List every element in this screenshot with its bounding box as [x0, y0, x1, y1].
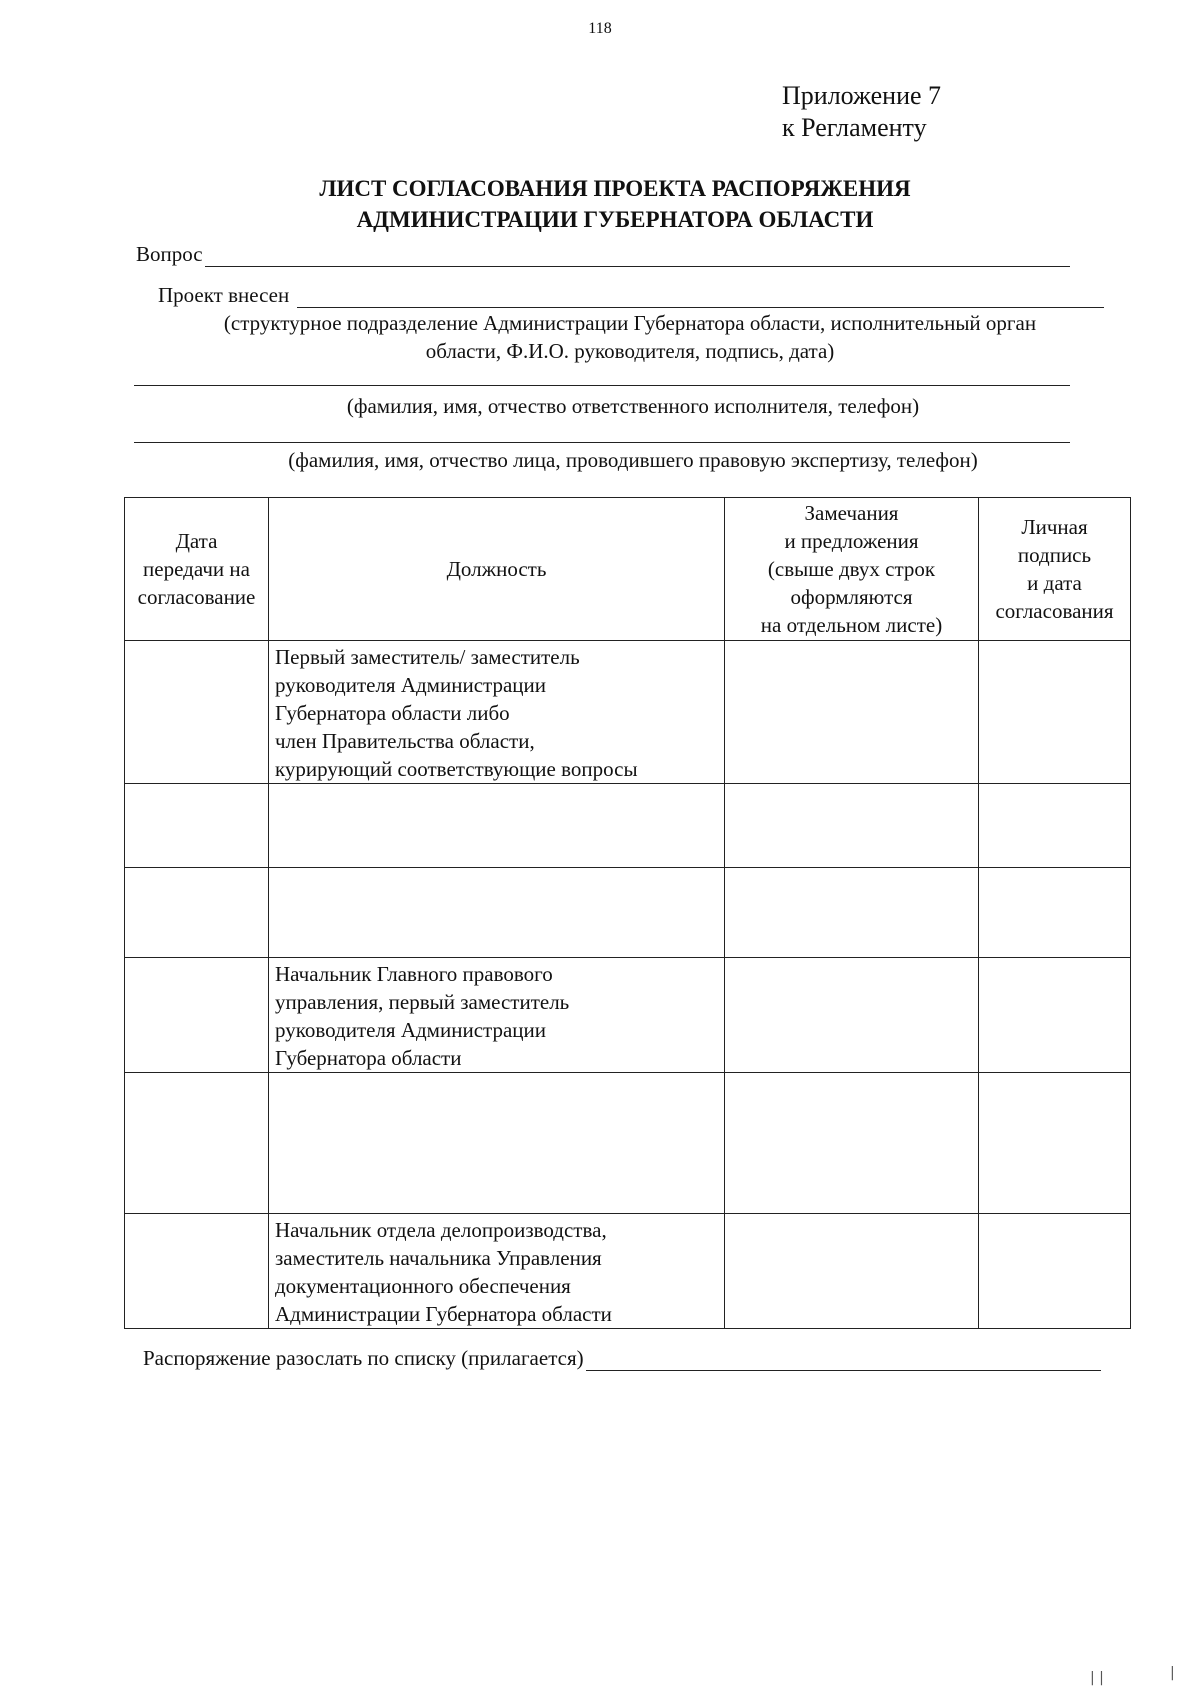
submitted-note — [140, 309, 1120, 365]
document-title — [140, 173, 1090, 235]
signature-cell[interactable] — [979, 958, 1131, 1073]
table-row — [125, 1214, 1131, 1329]
page-number: 118 — [588, 20, 612, 37]
position-cell[interactable] — [269, 784, 725, 868]
date-cell[interactable] — [125, 784, 269, 868]
appendix-reference — [782, 80, 941, 144]
expert-line[interactable] — [134, 442, 1070, 443]
appendix-line-1: Приложение 7 — [782, 81, 942, 110]
scan-edge-mark: | — [1170, 1665, 1175, 1681]
signature-cell[interactable] — [979, 868, 1131, 958]
header-remarks: Замечания и предложения (свыше двух строк оформляются на отдельном листе) — [725, 498, 979, 641]
signature-cell[interactable] — [979, 641, 1131, 784]
position-cell: Начальник Главного правового управления, первый заместитель руководителя Администрации Губернатора области — [269, 958, 725, 1073]
signature-cell[interactable] — [979, 1214, 1131, 1329]
approval-table — [124, 497, 1131, 1329]
title-line-1: ЛИСТ СОГЛАСОВАНИЯ ПРОЕКТА РАСПОРЯЖЕНИЯ — [319, 176, 911, 201]
table-row — [125, 958, 1131, 1073]
submitted-note-line-2: области, Ф.И.О. руководителя, подпись, дата) — [425, 339, 835, 363]
question-line[interactable] — [205, 246, 1070, 267]
executor-line[interactable] — [134, 385, 1070, 386]
appendix-line-2: к Регламенту — [782, 113, 927, 142]
table-row — [125, 1073, 1131, 1214]
table-row — [125, 641, 1131, 784]
question-field — [136, 241, 1070, 267]
submitted-line[interactable] — [297, 287, 1104, 308]
remarks-cell[interactable] — [725, 641, 979, 784]
remarks-cell[interactable] — [725, 958, 979, 1073]
remarks-cell[interactable] — [725, 868, 979, 958]
distribution-line[interactable] — [586, 1350, 1101, 1371]
distribution-label: Распоряжение разослать по списку (прилагается) — [143, 1346, 584, 1370]
remarks-cell[interactable] — [725, 784, 979, 868]
table-row — [125, 784, 1131, 868]
signature-cell[interactable] — [979, 784, 1131, 868]
date-cell[interactable] — [125, 958, 269, 1073]
table-row — [125, 868, 1131, 958]
header-date: Дата передачи на согласование — [125, 498, 269, 641]
position-cell: Первый заместитель/ заместитель руководителя Администрации Губернатора области либо член Правительства области, курирующий соответствующие вопросы — [269, 641, 725, 784]
remarks-cell[interactable] — [725, 1214, 979, 1329]
distribution-field — [143, 1345, 1101, 1371]
executor-note: (фамилия, имя, отчество ответственного исполнителя, телефон) — [346, 394, 920, 418]
submitted-label: Проект внесен — [158, 283, 290, 307]
header-signature: Личная подпись и дата согласования — [979, 498, 1131, 641]
position-cell[interactable] — [269, 1073, 725, 1214]
date-cell[interactable] — [125, 868, 269, 958]
date-cell[interactable] — [125, 1214, 269, 1329]
position-cell: Начальник отдела делопроизводства, заместитель начальника Управления документационного обеспечения Администрации Губернатора области — [269, 1214, 725, 1329]
submitted-note-line-1: (структурное подразделение Администрации Губернатора области, исполнительный орган — [223, 311, 1037, 335]
question-label: Вопрос — [136, 242, 203, 266]
submitted-field — [158, 282, 1104, 308]
expert-note: (фамилия, имя, отчество лица, проводившего правовую экспертизу, телефон) — [288, 448, 978, 472]
date-cell[interactable] — [125, 641, 269, 784]
signature-cell[interactable] — [979, 1073, 1131, 1214]
remarks-cell[interactable] — [725, 1073, 979, 1214]
date-cell[interactable] — [125, 1073, 269, 1214]
position-cell[interactable] — [269, 868, 725, 958]
header-position: Должность — [269, 498, 725, 641]
scan-edge-mark: | | — [1090, 1670, 1104, 1686]
table-header-row — [125, 498, 1131, 641]
title-line-2: АДМИНИСТРАЦИИ ГУБЕРНАТОРА ОБЛАСТИ — [356, 207, 874, 232]
